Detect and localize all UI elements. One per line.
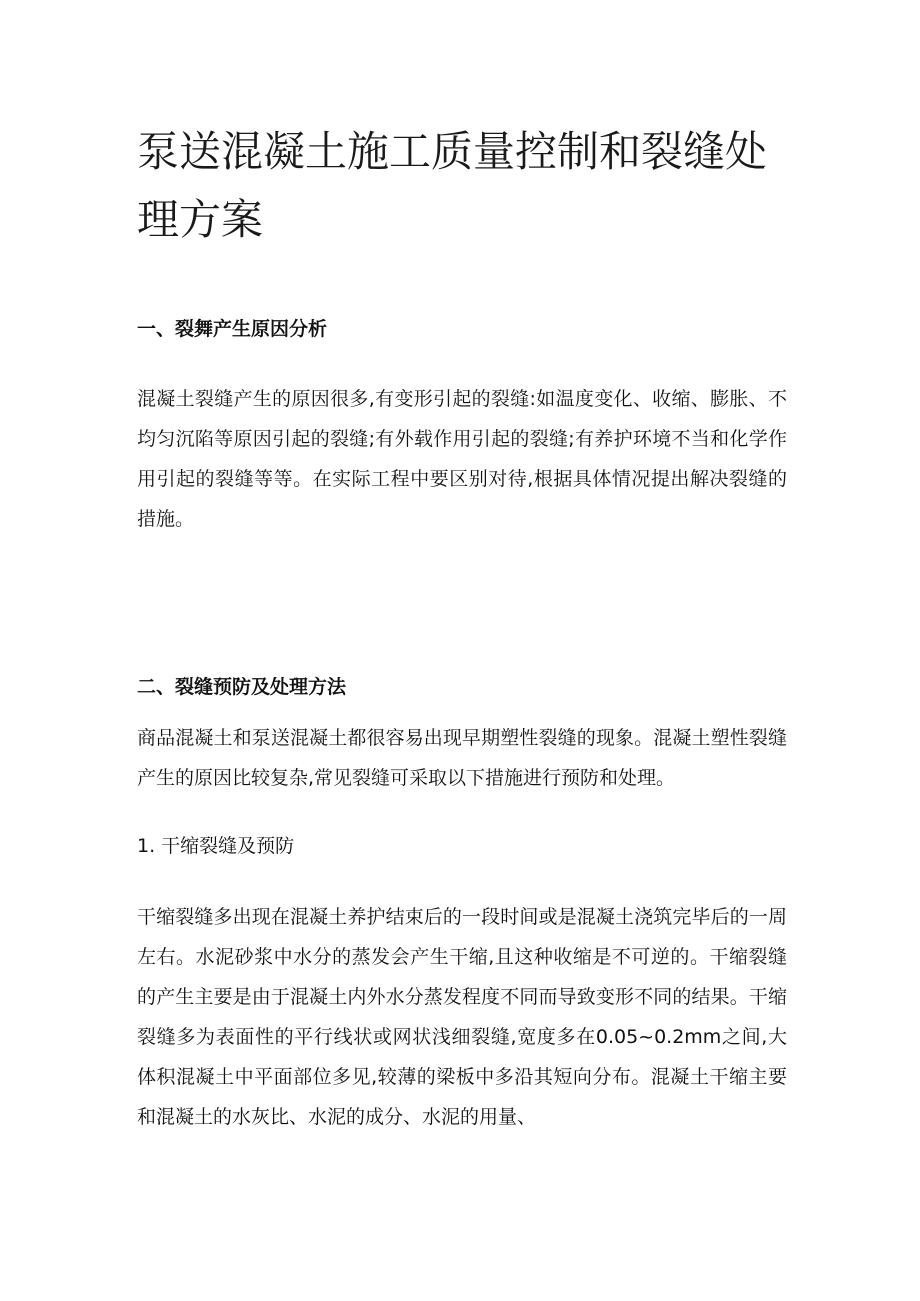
document-title: 泵送混凝土施工质量控制和裂缝处理方案 <box>137 127 768 244</box>
section2-heading: 二、裂缝预防及处理方法 <box>137 676 347 698</box>
subsection1-paragraph: 干缩裂缝多出现在混凝土养护结束后的一段时间或是混凝土浇筑完毕后的一周左右。水泥砂浆中水分的蒸发会产生干缩,且这种收缩是不可逆的。干缩裂缝的产生主要是由于混凝土内外水分蒸发程度不同而导致变形不同的结果。干缩裂缝多为表面性的平行线状或网状浅细裂缝,宽度多在0.05~0.2mm之间,大体积混凝土中平面部位多见,较薄的梁板中多沿其短向分布。混凝土干缩主要和混凝土的水灰比、水泥的成分、水泥的用量、 <box>137 906 787 1128</box>
subsection1-heading: 1. 干缩裂缝及预防 <box>137 835 295 857</box>
section2-paragraph: 商品混凝土和泵送混凝土都很容易出现早期塑性裂缝的现象。混凝土塑性裂缝产生的原因比较复杂,常见裂缝可采取以下措施进行预防和处理。 <box>137 727 787 789</box>
section1-paragraph: 混凝土裂缝产生的原因很多,有变形引起的裂缝:如温度变化、收缩、膨胀、不均匀沉陷等原因引起的裂缝;有外载作用引起的裂缝;有养护环境不当和化学作用引起的裂缝等等。在实际工程中要区别对待,根据具体情况提出解决裂缝的措施。 <box>137 388 787 530</box>
section1-heading: 一、裂舞产生原因分析 <box>137 318 328 340</box>
